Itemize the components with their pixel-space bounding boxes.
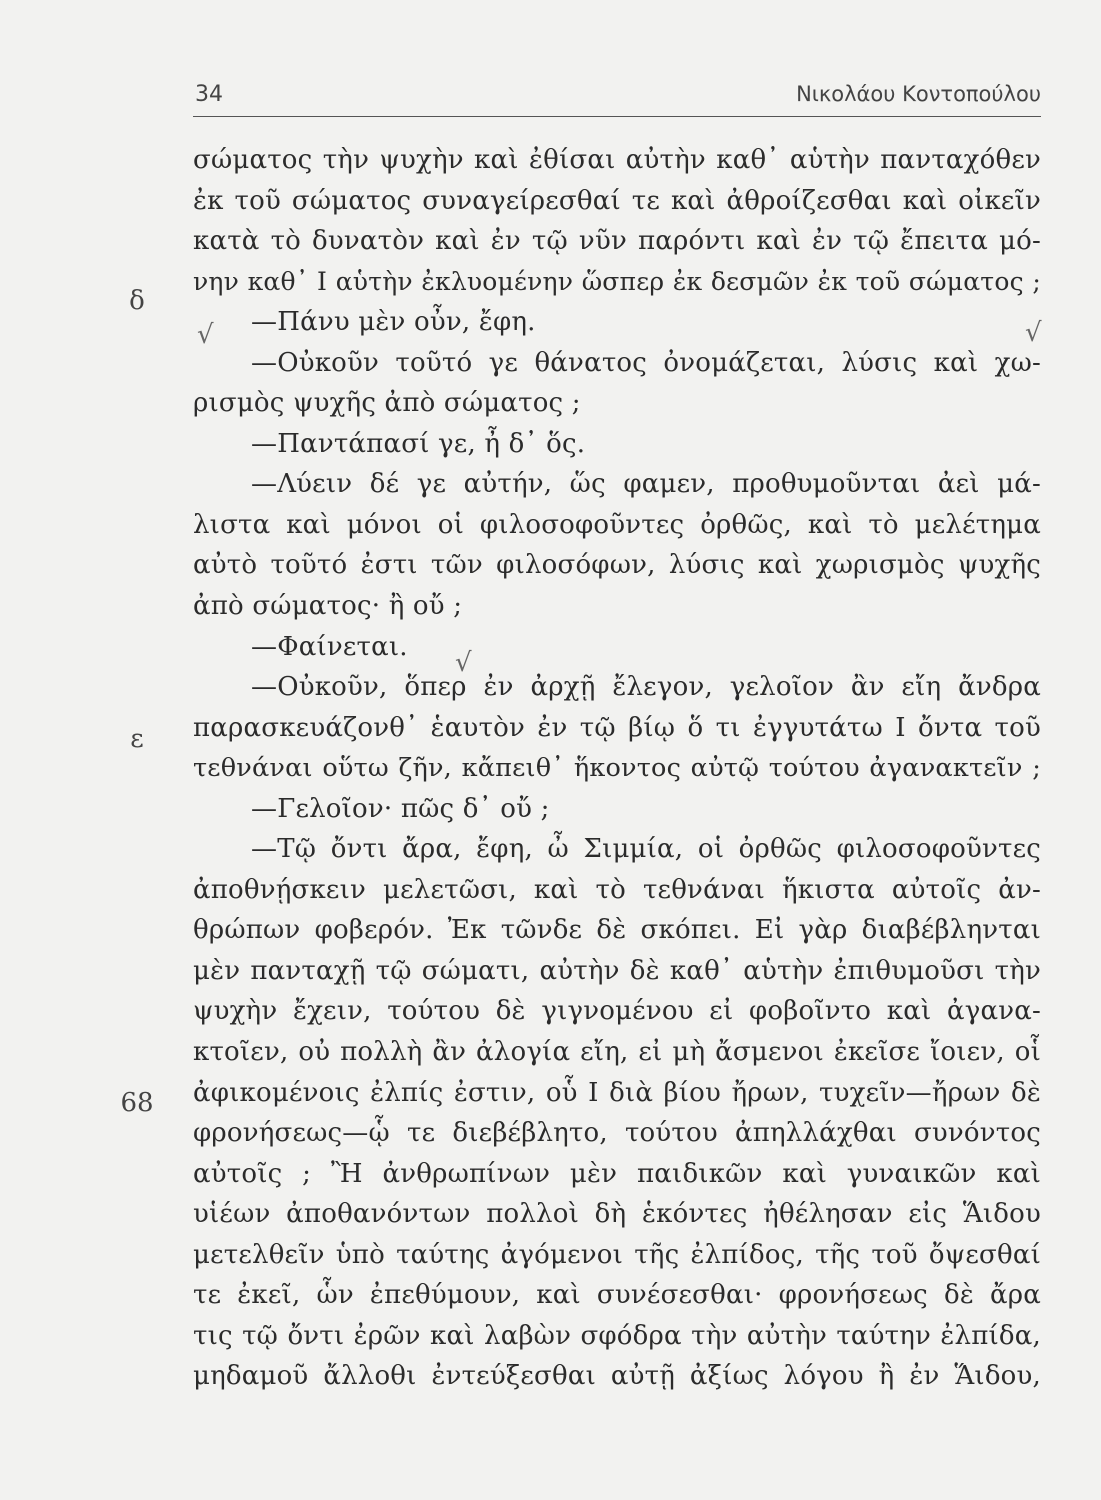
text-line: —Παντάπασί γε, ἦ δ᾽ ὅς. (251, 428, 586, 459)
check-mark: √ (197, 320, 214, 350)
text-line: σώματος τὴν ψυχὴν καὶ ἐθίσαι αὐτὴν καθ᾽ αὑτὴν πανταχόθεν (193, 145, 1041, 175)
text-line: ἐκ τοῦ σώματος συναγείρεσθαί τε καὶ ἀθροίζεσθαι καὶ οἰκεῖν (193, 185, 1041, 216)
text-line: κατὰ τὸ δυνατὸν καὶ ἐν τῷ νῦν παρόντι καὶ ἐν τῷ ἔπειτα μό- (193, 226, 1041, 257)
text-line: λιστα καὶ μόνοι οἱ φιλοσοφοῦντες ὀρθῶς, καὶ τὸ μελέτημα (193, 509, 1041, 540)
text-line: παρασκευάζονθ᾽ ἑαυτὸν ἐν τῷ βίῳ ὅ τι ἐγγυτάτω Ι ὄντα τοῦ (193, 712, 1041, 743)
text-line: τεθνάναι οὕτω ζῆν, κἄπειθ᾽ ἥκοντος αὐτῷ τούτου ἀγανακτεῖν ; (193, 753, 1041, 784)
main-text (193, 140, 1041, 1397)
text-line: ρισμὸς ψυχῆς ἀπὸ σώματος ; (193, 388, 581, 419)
check-mark: √ (1025, 318, 1042, 348)
text-line: τις τῷ ὄντι ἐρῶν καὶ λαβὼν σφόδρα τὴν αὐτὴν ταύτην ἐλπίδα, (193, 1320, 1041, 1351)
text-line: αὐτοῖς ; Ἢ ἀνθρωπίνων μὲν παιδικῶν καὶ γυναικῶν καὶ (193, 1158, 1041, 1189)
text-line: —Τῷ ὄντι ἄρα, ἔφη, ὦ Σιμμία, οἱ ὀρθῶς φιλοσοφοῦντες (251, 834, 1041, 865)
text-line: —Οὐκοῦν, ὅπερ ἐν ἀρχῇ ἔλεγον, γελοῖον ἂν εἴη ἄνδρα (251, 672, 1041, 703)
text-line: μετελθεῖν ὑπὸ ταύτης ἀγόμενοι τῆς ἐλπίδος, τῆς τοῦ ὄψεσθαί (193, 1239, 1041, 1270)
margin-note-epsilon: ε (130, 724, 144, 754)
text-line: νην καθ᾽ Ι αὑτὴν ἐκλυομένην ὥσπερ ἐκ δεσμῶν ἐκ τοῦ σώματος ; (193, 266, 1041, 296)
text-line: υἱέων ἀποθανόντων πολλοὶ δὴ ἑκόντες ἠθέλησαν εἰς Ἅιδου (193, 1199, 1041, 1230)
text-line: —Γελοῖον· πῶς δ᾽ οὔ ; (251, 793, 550, 824)
text-line: ἀφικομένοις ἐλπίς ἐστιν, οὗ Ι διὰ βίου ἤρων, τυχεῖν—ἤρων δὲ (193, 1077, 1041, 1108)
text-line: μὲν πανταχῇ τῷ σώματι, αὐτὴν δὲ καθ᾽ αὑτὴν ἐπιθυμοῦσι τὴν (193, 955, 1041, 986)
page-number: 34 (195, 82, 223, 107)
margin-note-delta: δ (129, 286, 145, 316)
text-line: θρώπων φοβερόν. Ἐκ τῶνδε δὲ σκόπει. Εἰ γὰρ διαβέβληνται (193, 915, 1041, 946)
text-line: ψυχὴν ἔχειν, τούτου δὲ γιγνομένου εἰ φοβοῖντο καὶ ἀγανα- (193, 996, 1041, 1027)
running-head: Νικολάου Κοντοπούλου (796, 82, 1041, 106)
text-line: ἀποθνῄσκειν μελετῶσι, καὶ τὸ τεθνάναι ἥκιστα αὐτοῖς ἀν- (193, 874, 1041, 905)
text-line: φρονήσεως—ᾧ τε διεβέβλητο, τούτου ἀπηλλάχθαι συνόντος (193, 1118, 1041, 1149)
text-line: —Πάνυ μὲν οὖν, ἔφη. (251, 307, 536, 338)
text-line: —Οὐκοῦν τοῦτό γε θάνατος ὀνομάζεται, λύσις καὶ χω- (251, 347, 1041, 378)
text-line: μηδαμοῦ ἄλλοθι ἐντεύξεσθαι αὐτῇ ἀξίως λόγου ἢ ἐν Ἅιδου, (193, 1361, 1041, 1392)
margin-note-68: 68 (120, 1088, 154, 1118)
text-line: —Λύειν δέ γε αὐτήν, ὥς φαμεν, προθυμοῦνται ἀεὶ μά- (251, 469, 1041, 500)
check-mark: √ (455, 648, 472, 678)
text-line: αὐτὸ τοῦτό ἐστι τῶν φιλοσόφων, λύσις καὶ χωρισμὸς ψυχῆς (193, 550, 1041, 581)
text-line: τε ἐκεῖ, ὧν ἐπεθύμουν, καὶ συνέσεσθαι· φρονήσεως δὲ ἄρα (193, 1280, 1041, 1311)
text-line: —Φαίνεται. (251, 631, 408, 662)
text-line: ἀπὸ σώματος· ἢ οὔ ; (193, 591, 463, 622)
text-line: κτοῖεν, οὐ πολλὴ ἂν ἀλογία εἴη, εἰ μὴ ἄσμενοι ἐκεῖσε ἴοιεν, οἷ (193, 1037, 1041, 1068)
page-header (193, 82, 1041, 117)
